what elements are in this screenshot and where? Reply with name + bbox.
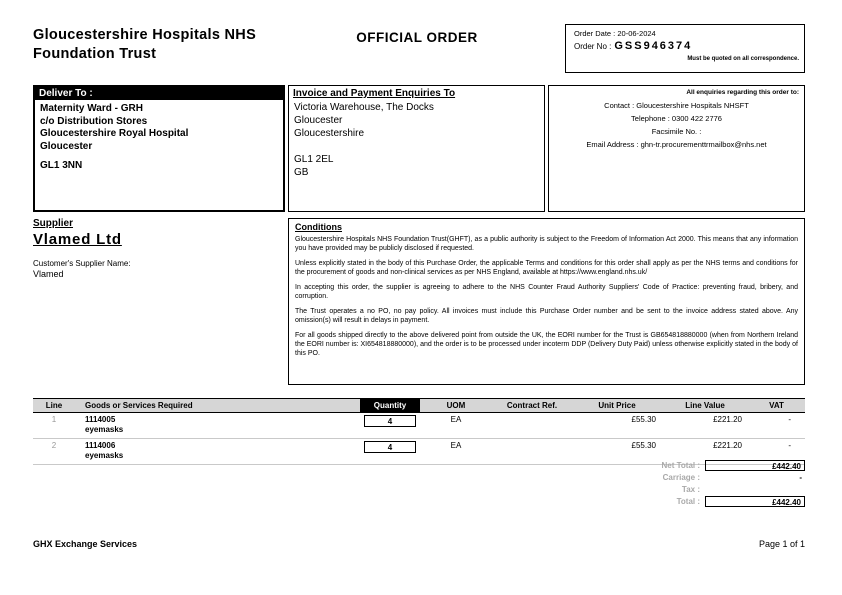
uom-cell: EA [420, 438, 492, 464]
uom-cell: EA [420, 413, 492, 439]
net-total-value: £442.40 [705, 460, 805, 471]
enquiry-label: Contact : [604, 101, 637, 110]
deliver-address-line: c/o Distribution Stores [40, 115, 148, 127]
enquiry-value: 0300 422 2776 [671, 114, 722, 124]
conditions-text [295, 235, 798, 359]
order-date-label: Order Date : [574, 29, 616, 38]
enquiries-note: All enquiries regarding this order to: [686, 89, 799, 96]
customer-supplier-name: Vlamed [33, 269, 64, 279]
carriage-label: Carriage : [662, 473, 700, 482]
invoice-address-line: Victoria Warehouse, The Docks [294, 102, 434, 113]
conditions-paragraph: Gloucestershire Hospitals NHS Foundation Trust(GHFT), as a public authority is subject to the Freedom of Information Act 2000. This means that any information you have provided may be publicly disclosed if requested. [295, 236, 798, 253]
line-number-cell: 2 [33, 438, 75, 464]
contract-ref-cell [492, 413, 572, 439]
goods-cell [75, 413, 360, 439]
order-date-value: 20-06-2024 [617, 29, 656, 38]
totals-section [560, 460, 805, 508]
conditions-title: Conditions [295, 222, 342, 232]
net-total-label: Net Total : [661, 461, 700, 470]
order-note: Must be quoted on all correspondence. [687, 56, 799, 62]
customer-supplier-label: Customer's Supplier Name: [33, 259, 131, 268]
item-description: eyemasks [85, 425, 124, 435]
page-number: Page 1 of 1 [758, 539, 805, 549]
enquiry-label: Email Address : [586, 140, 641, 150]
header-uom: UOM [420, 399, 492, 413]
order-number-value: GSS946374 [614, 40, 693, 52]
invoice-address-line: GB [294, 167, 309, 178]
conditions-paragraph: Unless explicitly stated in the body of this Purchase Order, the applicable Terms and conditions for this order shall apply as per the NHS terms and conditions for the procurement of goods and non-clinical services as per NHS England, available at https://www.england.nhs.uk/ [295, 259, 798, 277]
enquiries-details [549, 99, 804, 152]
items-table [33, 398, 805, 465]
quantity-cell [360, 413, 420, 439]
quantity-box: 4 [364, 441, 416, 453]
enquiry-label: Facsimile No. : [651, 127, 702, 137]
header-line: Line [33, 399, 75, 413]
unit-price-cell: £55.30 [572, 413, 662, 439]
unit-price-cell: £55.30 [572, 438, 662, 464]
total-value: £442.40 [705, 496, 805, 507]
header-vat: VAT [748, 399, 805, 413]
trust-name-line1: Gloucestershire Hospitals NHS [33, 27, 257, 43]
enquiry-row [549, 125, 804, 138]
carriage-row [560, 472, 805, 483]
invoice-address [289, 100, 544, 180]
supplier-name: Vlamed Ltd [33, 231, 122, 248]
header-goods: Goods or Services Required [75, 399, 360, 413]
item-description: eyemasks [85, 451, 124, 461]
deliver-to-title: Deliver To : [35, 87, 283, 100]
enquiry-row [549, 99, 804, 112]
total-row [560, 496, 805, 507]
deliver-address-line: GL1 3NN [40, 160, 83, 171]
quantity-box: 4 [364, 415, 416, 427]
vat-cell: - [748, 413, 805, 439]
conditions-paragraph: For all goods shipped directly to the above delivered point from outside the UK, the EORI number for the Trust is GB654818880000 (when from Northern Ireland the EORI number is: XI654818880000), and the order is to be processed under incoterm DDP (Delivery Duty Paid) unless otherwise explicitly stated in the body of this PO. [295, 331, 798, 358]
deliver-address-line: Gloucester [40, 140, 93, 152]
order-info-box [565, 24, 805, 73]
supplier-title: Supplier [33, 218, 74, 229]
invoice-enquiries-box [288, 85, 545, 212]
header-unit-price: Unit Price [572, 399, 662, 413]
invoice-address-line: Gloucestershire [294, 128, 365, 139]
enquiry-value: Gloucestershire Hospitals NHSFT [636, 101, 749, 110]
table-row [33, 413, 805, 439]
header-contract-ref: Contract Ref. [492, 399, 572, 413]
conditions-box [288, 218, 805, 385]
enquiry-row [549, 112, 804, 125]
order-number-row [574, 40, 804, 52]
trust-name [33, 26, 256, 64]
quantity-cell [360, 438, 420, 464]
total-label: Total : [676, 497, 700, 506]
item-code: 1114006 [85, 440, 116, 450]
trust-name-line2: Foundation Trust [33, 45, 157, 62]
item-code: 1114005 [85, 415, 116, 424]
header-line-value: Line Value [662, 399, 748, 413]
enquiry-label: Telephone : [631, 114, 672, 124]
invoice-address-line: Gloucester [294, 115, 343, 126]
carriage-value: - [799, 473, 802, 482]
deliver-address-line: Gloucestershire Royal Hospital [40, 128, 189, 139]
line-value-cell: £221.20 [662, 438, 748, 464]
table-header-row [33, 399, 805, 413]
deliver-address-line: Maternity Ward - GRH [40, 103, 143, 114]
tax-row [560, 484, 805, 495]
conditions-paragraph: The Trust operates a no PO, no pay policy. All invoices must include this Purchase Order number and be sent to the invoice address stated above. Any omission(s) will result in delays in payment. [295, 307, 798, 325]
header-quantity: Quantity [360, 399, 420, 413]
conditions-paragraph: In accepting this order, the supplier is agreeing to adhere to the NHS Counter Fraud Authority Suppliers' Code of Practice: preventing fraud, bribery, and corruption. [295, 283, 798, 301]
enquiries-box [548, 85, 805, 212]
order-number-label: Order No : [574, 42, 612, 51]
footer-service-name: GHX Exchange Services [33, 539, 138, 549]
line-number-cell: 1 [33, 413, 75, 439]
vat-cell: - [748, 438, 805, 464]
invoice-enquiries-title: Invoice and Payment Enquiries To [293, 88, 456, 99]
tax-label: Tax : [681, 485, 700, 494]
order-date-row [574, 29, 804, 38]
tax-value [705, 484, 805, 495]
document-title: OFFICIAL ORDER [356, 30, 478, 45]
invoice-address-line: GL1 2EL [294, 154, 334, 165]
line-value-cell: £221.20 [662, 413, 748, 439]
deliver-to-box [33, 85, 285, 212]
net-total-row [560, 460, 805, 471]
enquiry-row [549, 138, 804, 151]
goods-cell [75, 438, 360, 464]
enquiry-value: ghn-tr.procurementtrmailbox@nhs.net [640, 140, 767, 150]
deliver-to-address [35, 100, 283, 176]
